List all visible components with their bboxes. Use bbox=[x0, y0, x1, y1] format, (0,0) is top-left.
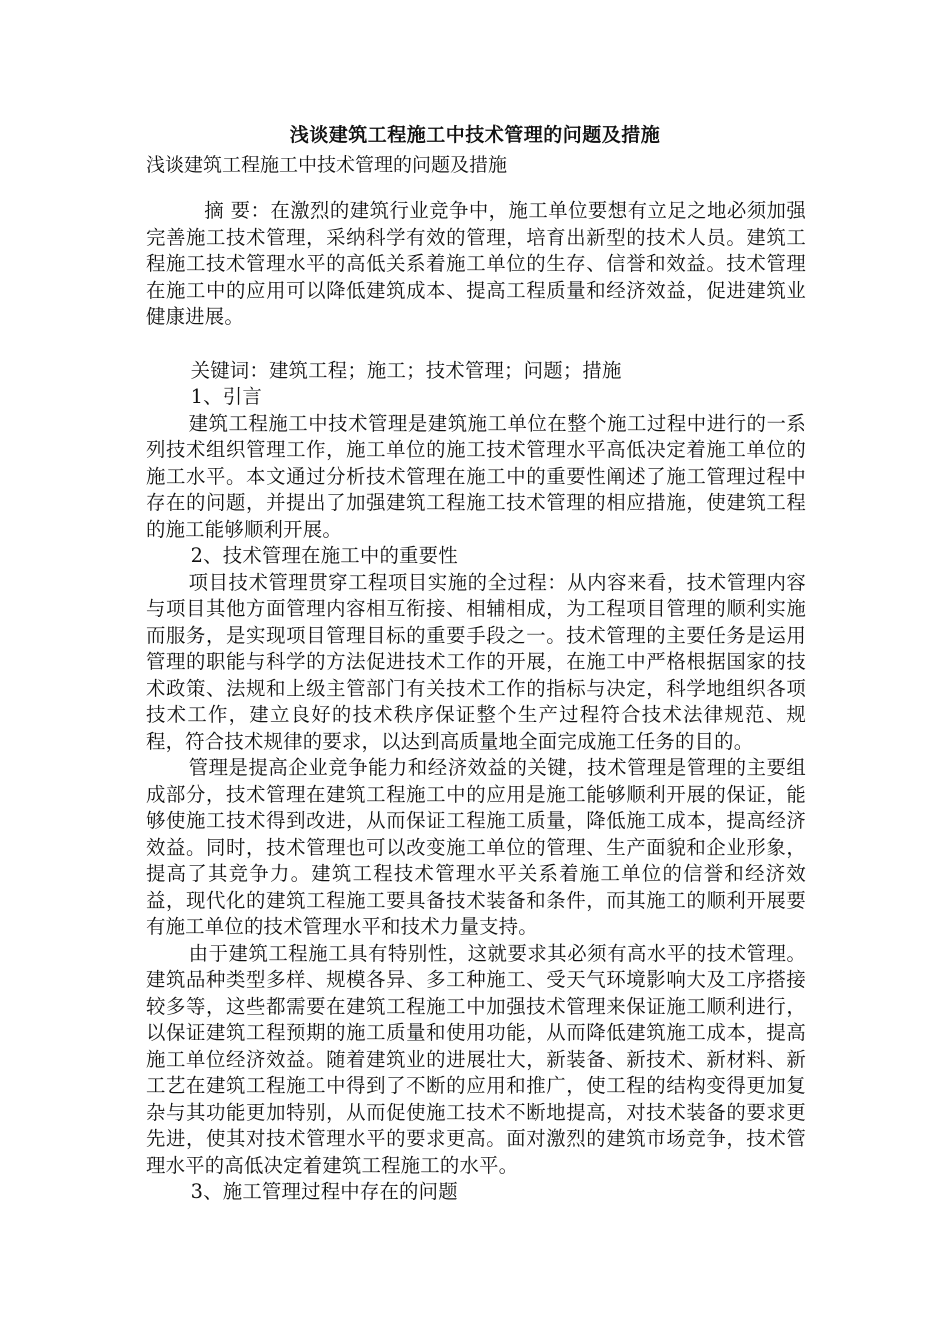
document-title: 浅谈建筑工程施工中技术管理的问题及措施 bbox=[289, 124, 661, 146]
section-heading-3: 3、施工管理过程中存在的问题 bbox=[190, 1180, 458, 1203]
section1-paragraph-1: 建筑工程施工中技术管理是建筑施工单位在整个施工过程中进行的一系列技术组织管理工作，施工单位的施工技术管理水平高低决定着施工单位的施工水平。本文通过分析技术管理在施工中的重要性阐述了施工管理过程中存在的问题，并提出了加强建筑工程施工技术管理的相应措施，使建筑工程的施工能够顺利开展。 bbox=[146, 411, 806, 541]
document-body bbox=[146, 198, 806, 1206]
section-heading-1: 1、引言 bbox=[190, 385, 262, 408]
spacer bbox=[146, 331, 806, 358]
section2-paragraph-3: 由于建筑工程施工具有特别性，这就要求其必须有高水平的技术管理。建筑品种类型多样、规模各异、多工种施工、受天气环境影响大及工序搭接较多等，这些都需要在建筑工程施工中加强技术管理来保证施工顺利进行，以保证建筑工程预期的施工质量和使用功能，从而降低建筑施工成本，提高施工单位经济效益。随着建筑业的进展壮大，新装备、新技术、新材料、新工艺在建筑工程施工中得到了不断的应用和推广，使工程的结构变得更加复杂与其功能更加特别，从而促使施工技术不断地提高，对技术装备的要求更先进，使其对技术管理水平的要求更高。面对激烈的建筑市场竞争，技术管理水平的高低决定着建筑工程施工的水平。 bbox=[146, 941, 806, 1177]
section2-paragraph-1: 项目技术管理贯穿工程项目实施的全过程：从内容来看，技术管理内容与项目其他方面管理内容相互衔接、相辅相成，为工程项目管理的顺利实施而服务，是实现项目管理目标的重要手段之一。技术管理的主要任务是运用管理的职能与科学的方法促进技术工作的开展，在施工中严格根据国家的技术政策、法规和上级主管部门有关技术工作的指标与决定，科学地组织各项技术工作，建立良好的技术秩序保证整个生产过程符合技术法律规范、规程，符合技术规律的要求，以达到高质量地全面完成施工任务的目的。 bbox=[146, 570, 806, 753]
section2-paragraph-2: 管理是提高企业竞争能力和经济效益的关键，技术管理是管理的主要组成部分，技术管理在建筑工程施工中的应用是施工能够顺利开展的保证，能够使施工技术得到改进，从而保证工程施工质量，降低施工成本，提高经济效益。同时，技术管理也可以改变施工单位的管理、生产面貌和企业形象，提高了其竞争力。建筑工程技术管理水平关系着施工单位的信誉和经济效益，现代化的建筑工程施工要具备技术装备和条件，而其施工的顺利开展要有施工单位的技术管理水平和技术力量支持。 bbox=[146, 756, 806, 938]
keywords-line: 关键词：建筑工程；施工；技术管理；问题；措施 bbox=[190, 358, 622, 382]
section-heading-2: 2、技术管理在施工中的重要性 bbox=[190, 544, 458, 567]
document-subtitle: 浅谈建筑工程施工中技术管理的问题及措施 bbox=[146, 154, 508, 176]
abstract-paragraph: 摘 要：在激烈的建筑行业竞争中，施工单位要想有立足之地必须加强完善施工技术管理，采纳科学有效的管理，培育出新型的技术人员。建筑工程施工技术管理水平的高低关系着施工单位的生存、信誉和效益。技术管理在施工中的应用可以降低建筑成本、提高工程质量和经济效益，促进建筑业健康进展。 bbox=[146, 199, 806, 328]
